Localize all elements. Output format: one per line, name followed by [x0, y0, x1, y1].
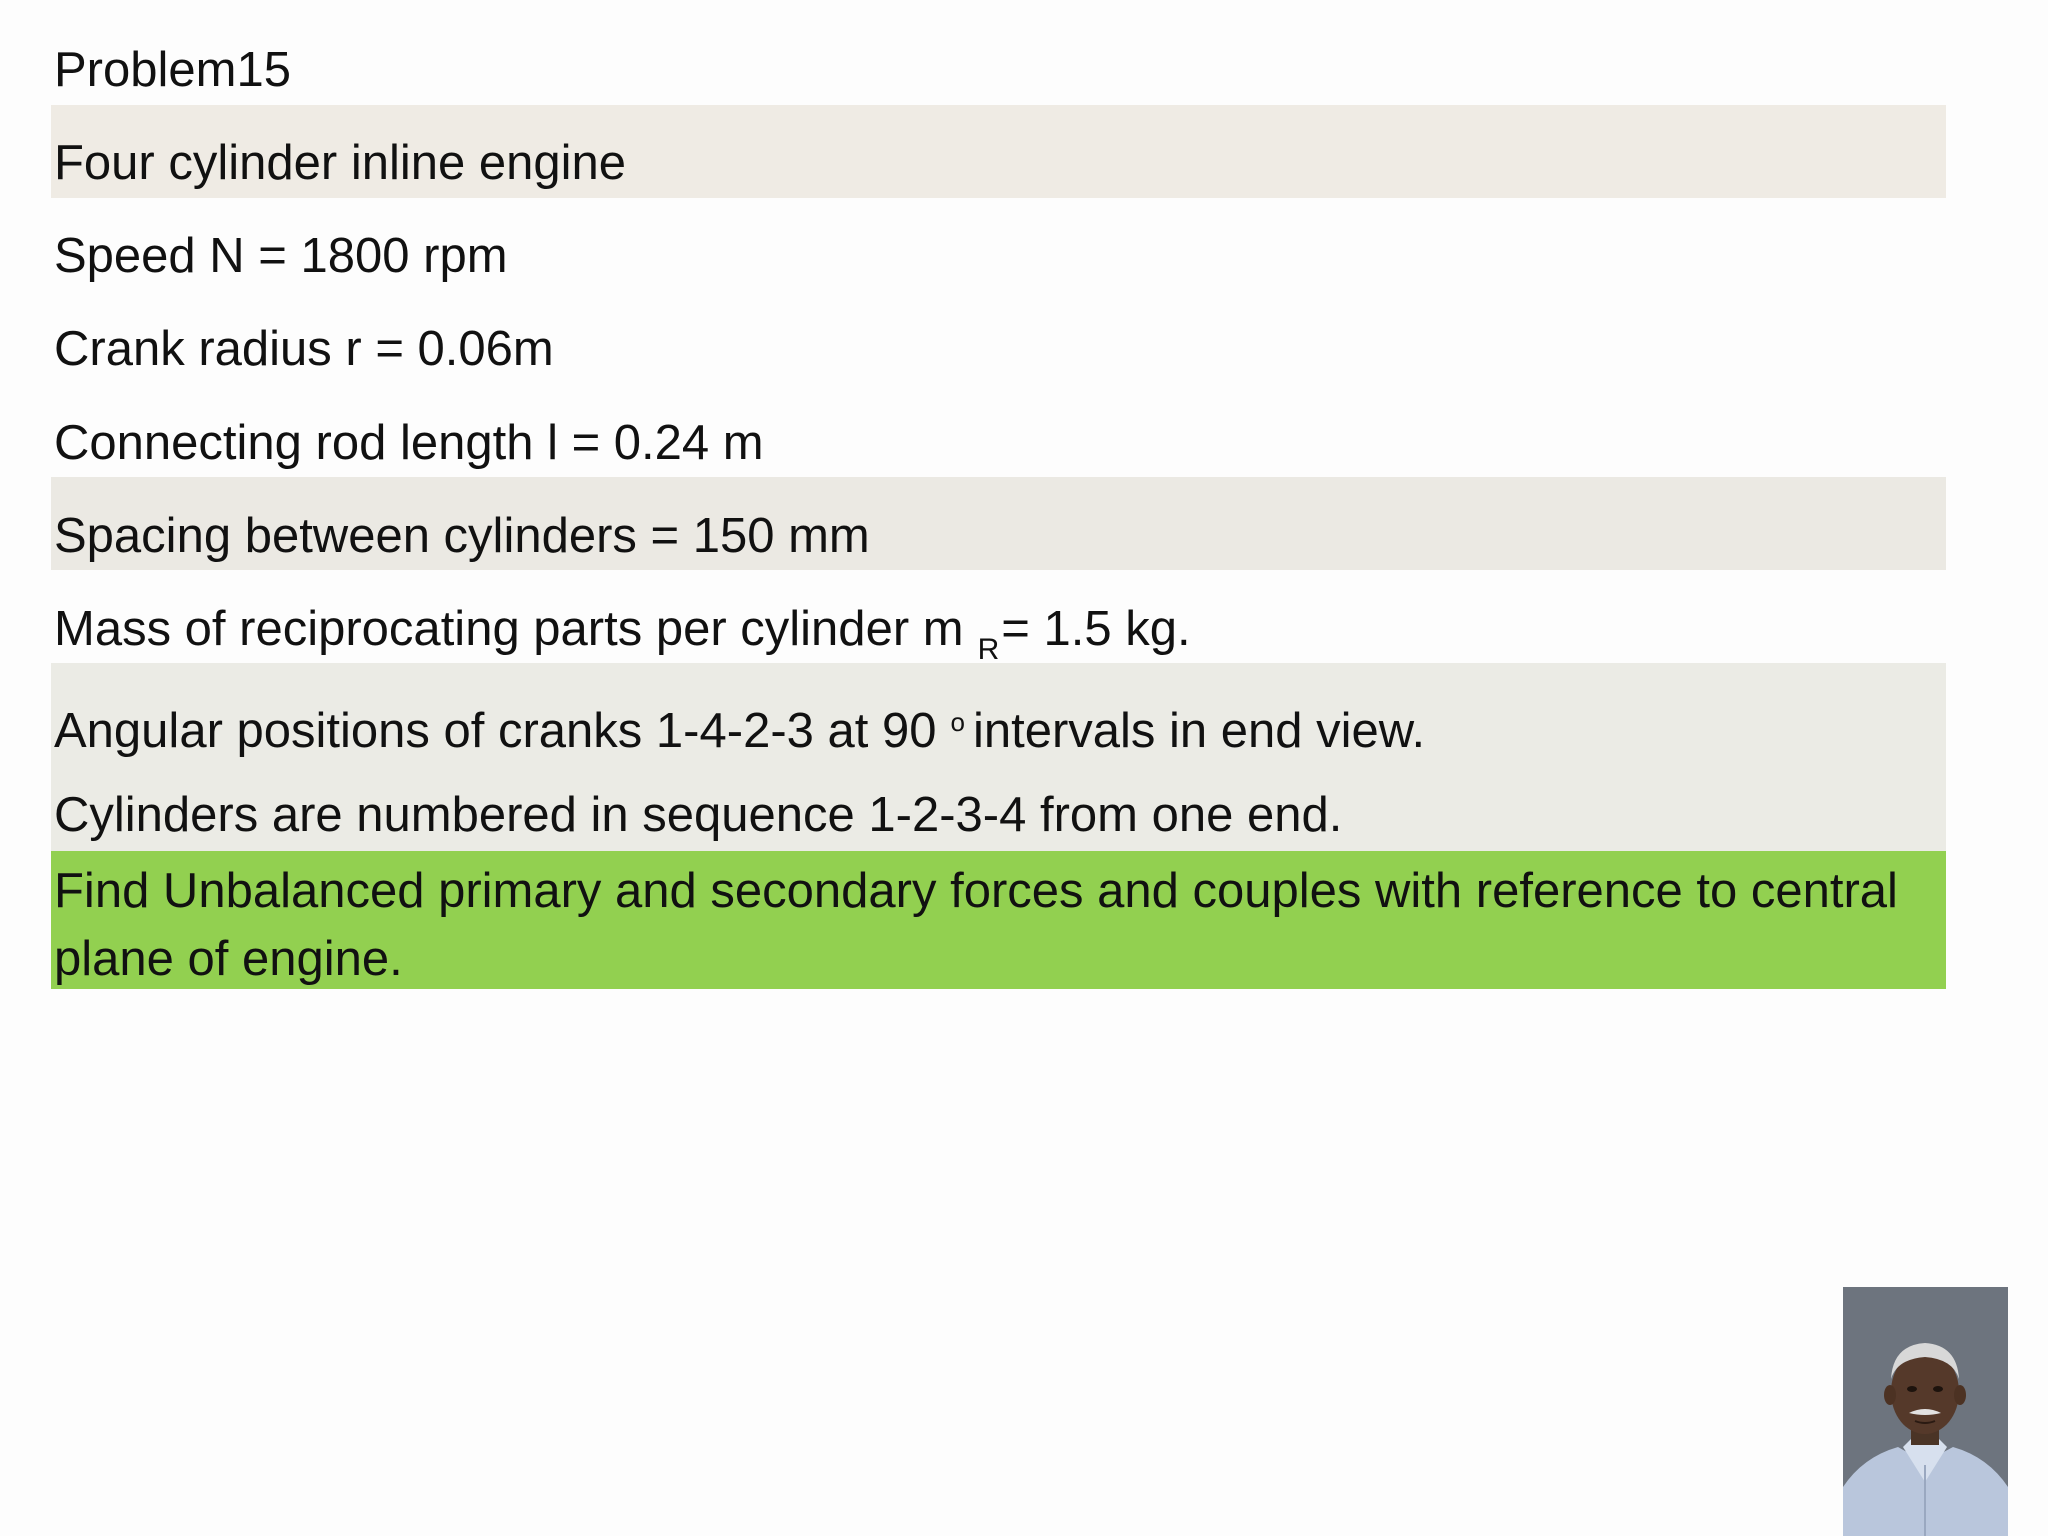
mass-value: = 1.5 kg.: [1001, 602, 1191, 656]
speed-line: Speed N = 1800 rpm: [54, 229, 508, 283]
find-text: Find Unbalanced primary and secondary forces and couples with reference to central plane of engine.: [54, 864, 1898, 986]
mass-line: [51, 583, 1946, 676]
crank-radius-line: Crank radius r = 0.06m: [54, 322, 554, 376]
mass-text: Mass of reciprocating parts per cylinder m: [54, 602, 964, 656]
degree-superscript: o: [950, 707, 965, 737]
angular-line: [51, 676, 1946, 769]
presenter-illustration: [1843, 1287, 2008, 1536]
presenter-photo: [1843, 1287, 2008, 1536]
slide-title: Problem15: [54, 43, 291, 97]
numbering-line: Cylinders are numbered in sequence 1-2-3-4 from one end.: [54, 788, 1343, 842]
angular-suffix: intervals in end view.: [972, 704, 1426, 758]
spacing-line: Spacing between cylinders = 150 mm: [54, 509, 870, 563]
mass-subscript: R: [977, 633, 1000, 666]
engine-type-line: Four cylinder inline engine: [54, 136, 626, 190]
find-box: [51, 851, 1946, 989]
angular-text: Angular positions of cranks 1-4-2-3 at 90: [54, 704, 937, 758]
rod-length-line: Connecting rod length l = 0.24 m: [54, 416, 764, 470]
